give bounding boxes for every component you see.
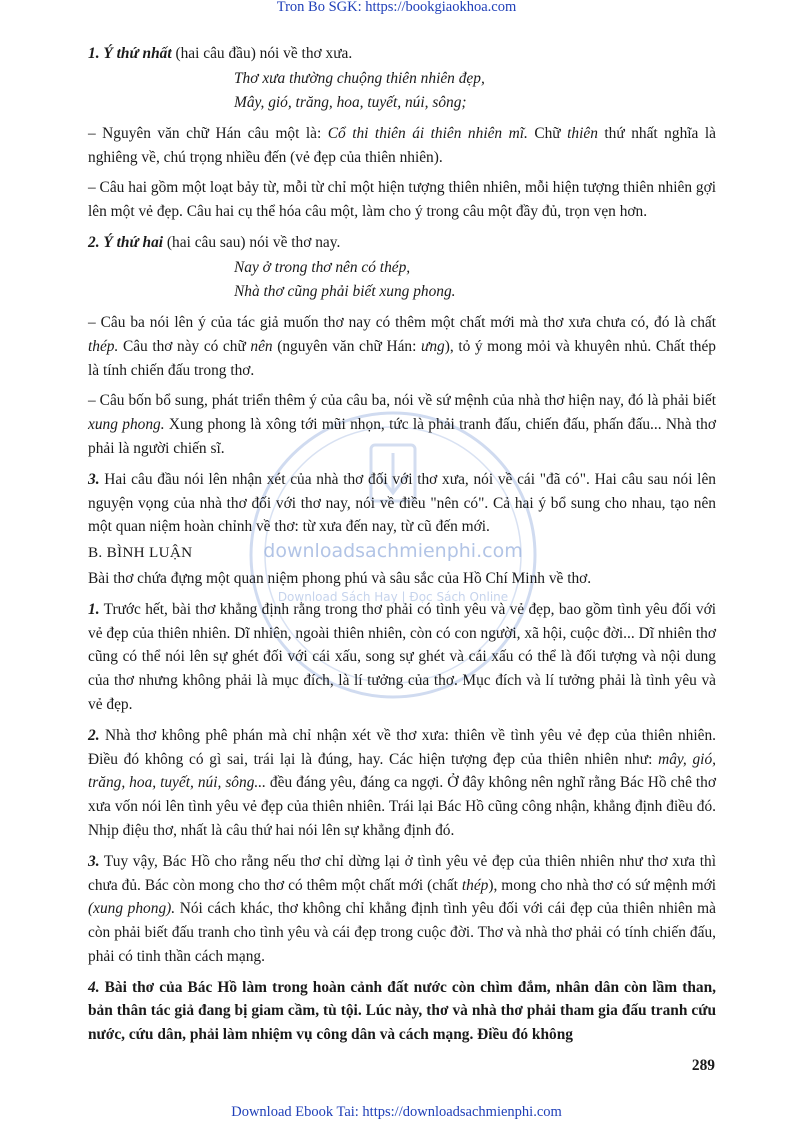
italic-text: thiên	[567, 124, 598, 142]
point-lead: 3.	[88, 852, 100, 870]
paragraph-3: – Câu hai gồm một loạt bảy từ, mỗi từ chỉ một hiện tượng thiên nhiên, mỗi hiện tượng thiên nhiên gợi lên một vẻ đẹp. Câu hai cụ thể hóa câu một, làm cho ý trong câu một đầy đủ, trọn vẹn hơn.	[88, 179, 716, 221]
page-number: 289	[691, 1057, 715, 1074]
document-body	[88, 42, 716, 1049]
italic-text: ưng	[420, 337, 445, 355]
watermark-subtext: Download Sách Hay | Đọc Sách Online	[277, 590, 509, 604]
header-link[interactable]: Tron Bo SGK: https://bookgiaokhoa.com	[276, 0, 517, 15]
italic-text: (xung phong).	[88, 900, 176, 918]
italic-text: thép	[461, 876, 489, 894]
point-lead: 4.	[88, 978, 100, 996]
verse-line: Thơ xưa thường chuộng thiên nhiên đẹp,	[234, 70, 485, 88]
paragraph-5	[88, 311, 716, 382]
italic-text: Cổ thi thiên ái thiên nhiên mĩ.	[327, 124, 528, 142]
paragraph-10	[88, 724, 716, 843]
text: – Câu bốn bổ sung, phát triển thêm ý của câu ba, nói về sứ mệnh của nhà thơ hiện nay, đó là phải biết	[88, 392, 716, 410]
verse-line: Mây, gió, trăng, hoa, tuyết, núi, sông;	[234, 94, 467, 112]
italic-text: thép.	[88, 337, 119, 355]
text: Tuy vậy, Bác Hồ cho rằng nếu thơ chỉ dừng lại ở tình yêu vẻ đẹp của thiên nhiên như thơ xưa thì chưa đủ. Bác còn mong cho thơ có thêm một chất mới (chất	[88, 852, 716, 894]
paragraph-text: Trước hết, bài thơ khẳng định rằng trong thơ phải có tình yêu và vẻ đẹp, bao gồm tình yêu đối với vẻ đẹp của thiên nhiên. Dĩ nhiên, ngoài thiên nhiên, còn có con người, xã hội, cuộc đời... Dĩ nhiên thơ cũng có thể nói lên sự ghét đối với cái xấu, song sự ghét và cái xấu có thể là đối tượng và nội dung của thơ nhưng không phải là mục đích, là lí tưởng của thơ. Mục đích và lí tưởng phải là tình yêu và vẻ đẹp.	[88, 600, 716, 713]
footer-link[interactable]: Download Ebook Tai: https://downloadsachmienphi.com	[231, 1104, 562, 1120]
paragraph-11	[88, 850, 716, 969]
paragraph-text: (hai câu sau) nói về thơ nay.	[163, 234, 341, 252]
text: Xung phong là xông tới mũi nhọn, tức là phải tranh đấu, chiến đấu, phấn đấu... Nhà thơ phải là người chiến sĩ.	[88, 416, 716, 457]
paragraph-4	[88, 231, 716, 255]
paragraph-text: Hai câu đầu nói lên nhận xét của nhà thơ đối với thơ xưa, nói về cái "đã có". Hai câu sau nói lên nguyện vọng của nhà thơ đối với thơ nay, nói về điều "nên có". Cả hai ý bổ sung cho nhau, tạo nên một quan niệm hoàn chỉnh về thơ: từ xưa đến nay, từ cũ đến mới.	[88, 470, 716, 536]
paragraph-12	[88, 976, 716, 1047]
point-2-lead: 2. Ý thứ hai	[88, 234, 164, 252]
text: ), tỏ ý mong mỏi và khuyên nhủ. Chất thép là tính chiến đấu trong thơ.	[88, 337, 716, 379]
text: – Câu ba nói lên ý của tác giả muốn thơ nay có thêm một chất mới mà thơ xưa chưa có, đó là chất	[88, 313, 716, 331]
text: ), mong cho nhà thơ có sứ mệnh mới	[488, 876, 716, 894]
point-lead: 1.	[88, 600, 100, 618]
italic-text: xung phong.	[88, 416, 165, 434]
text: thứ nhất nghĩa là nghiêng về, chú trọng nhiều đến (vẻ đẹp của thiên nhiên).	[88, 124, 716, 166]
text: Câu thơ này có chữ	[118, 337, 251, 355]
paragraph-1	[88, 42, 716, 66]
text: Chữ	[527, 124, 568, 142]
point-3-lead: 3.	[88, 470, 100, 488]
watermark-text: downloadsachmienphi.com	[263, 540, 523, 562]
text: Nhà thơ không phê phán mà chỉ nhận xét về thơ xưa: thiên về tình yêu vẻ đẹp của thiên nhiên. Điều đó không có gì sai, trái lại là đúng, hay. Các hiện tượng đẹp của thiên nhiên như:	[88, 726, 716, 768]
point-lead: 2.	[88, 726, 100, 744]
paragraph-6	[88, 389, 716, 460]
text: (nguyên văn chữ Hán:	[272, 337, 421, 355]
paragraph-8: Bài thơ chứa đựng một quan niệm phong phú và sâu sắc của Hồ Chí Minh về thơ.	[88, 569, 592, 587]
paragraph-9	[88, 598, 716, 717]
paragraph-2	[88, 122, 716, 170]
italic-text: nên	[250, 337, 273, 355]
point-1-lead: 1. Ý thứ nhất	[88, 45, 172, 62]
text: Nói cách khác, thơ không chỉ khẳng định tình yêu đối với cái đẹp của thiên nhiên mà còn phải biết đấu tranh cho tình yêu và cái đẹp trong cuộc đời. Thơ và nhà thơ phải có tính chiến đấu, phải có tinh thần cách mạng.	[88, 900, 716, 965]
paragraph-text: Bài thơ của Bác Hồ làm trong hoàn cảnh đất nước còn chìm đắm, nhân dân còn lầm than, bản thân tác giả đang bị giam cầm, tù tội. Lúc này, thơ và nhà thơ phải tham gia đấu tranh cứu nước, cứu dân, phải làm nhiệm vụ công dân và cách mạng. Điều đó không	[88, 978, 716, 1044]
text: đều đáng yêu, đáng ca ngợi. Ở đây không nên nghĩ rằng Bác Hồ chê thơ xưa vốn nói lên tình yêu vẻ đẹp của thiên nhiên. Trái lại Bác Hồ cũng công nhận, khẳng định điều đó. Nhịp điệu thơ, nhất là câu thứ hai nói lên sự khẳng định đó.	[88, 774, 717, 839]
italic-text: mây, gió, trăng, hoa, tuyết, núi, sông...	[88, 750, 716, 792]
text: – Nguyên văn chữ Hán câu một là:	[88, 124, 328, 142]
section-heading: B. BÌNH LUẬN	[88, 544, 193, 562]
paragraph-7	[88, 468, 716, 539]
verse-line: Nhà thơ cũng phải biết xung phong.	[234, 283, 456, 301]
paragraph-text: (hai câu đầu) nói về thơ xưa.	[171, 45, 353, 62]
verse-line: Nay ở trong thơ nên có thép,	[234, 259, 411, 277]
